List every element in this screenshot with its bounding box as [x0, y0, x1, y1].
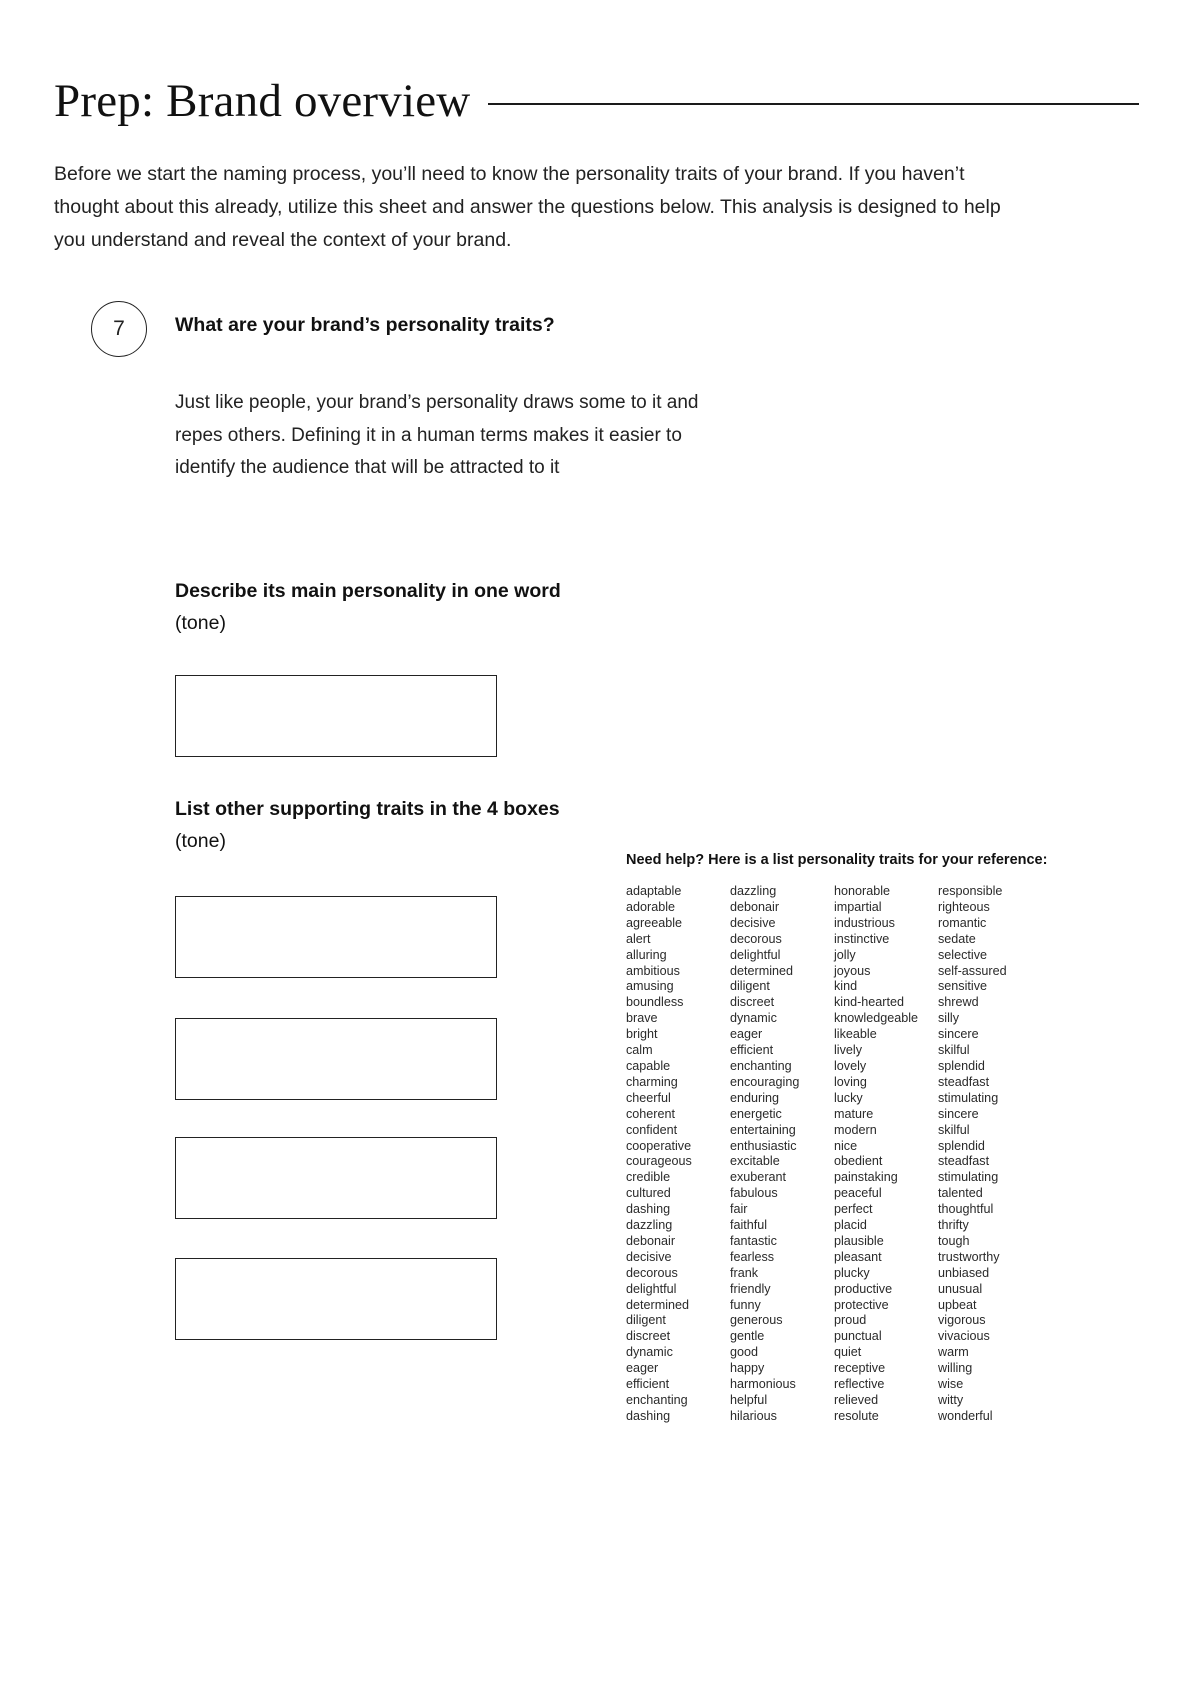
reference-column-3 [834, 884, 938, 1425]
reference-word: happy [730, 1361, 765, 1376]
reference-word: coherent [626, 1106, 676, 1121]
label-one-word-bold: Describe its main personality in one word [175, 580, 561, 602]
reference-word: nice [834, 1138, 858, 1153]
reference-word: loving [834, 1074, 867, 1089]
label-one-word-tone [175, 575, 595, 639]
reference-word: excitable [730, 1154, 780, 1169]
reference-word: stimulating [938, 1170, 999, 1185]
reference-word: brave [626, 1011, 658, 1026]
reference-word: efficient [626, 1377, 670, 1392]
reference-word: frank [730, 1265, 758, 1280]
reference-word: dashing [626, 1408, 671, 1423]
reference-word: delightful [730, 947, 781, 962]
reference-word: industrious [834, 915, 895, 930]
reference-word: resolute [834, 1408, 879, 1423]
reference-word: splendid [938, 1138, 985, 1153]
reference-word: diligent [626, 1313, 666, 1328]
reference-word: amusing [626, 979, 674, 994]
reference-word: tough [938, 1233, 970, 1248]
reference-word: unusual [938, 1281, 983, 1296]
reference-column-1 [626, 884, 730, 1425]
reference-word: confident [626, 1122, 678, 1137]
reference-word: fearless [730, 1249, 775, 1264]
reference-word: silly [938, 1011, 959, 1026]
reference-word: agreeable [626, 915, 683, 930]
reference-word: skilful [938, 1122, 970, 1137]
reference-word: painstaking [834, 1170, 898, 1185]
reference-word: lively [834, 1043, 862, 1058]
reference-word: enthusiastic [730, 1138, 797, 1153]
reference-word: hilarious [730, 1408, 777, 1423]
reference-word: decisive [730, 915, 776, 930]
reference-word: quiet [834, 1345, 862, 1360]
reference-word: fair [730, 1202, 748, 1217]
page-title: Prep: Brand overview [54, 75, 471, 127]
input-supporting-trait-4[interactable] [175, 1258, 497, 1340]
reference-word: thoughtful [938, 1202, 994, 1217]
reference-word: encouraging [730, 1074, 800, 1089]
reference-word: plausible [834, 1233, 884, 1248]
reference-word: ambitious [626, 963, 680, 978]
reference-word: fabulous [730, 1186, 778, 1201]
reference-word: skilful [938, 1043, 970, 1058]
page-header [54, 75, 1139, 127]
reference-word: punctual [834, 1329, 882, 1344]
reference-word: sedate [938, 931, 976, 946]
reference-word: steadfast [938, 1074, 990, 1089]
reference-word: friendly [730, 1281, 771, 1296]
reference-word: receptive [834, 1361, 886, 1376]
question-title: What are your brand’s personality traits? [175, 314, 555, 336]
reference-word: enchanting [626, 1393, 688, 1407]
reference-traits-panel [626, 852, 1046, 1425]
reference-word: discreet [626, 1329, 671, 1344]
reference-word: decorous [626, 1265, 678, 1280]
header-rule [488, 103, 1139, 105]
reference-word: righteous [938, 899, 990, 914]
reference-word: knowledgeable [834, 1011, 919, 1026]
reference-word: helpful [730, 1393, 768, 1407]
intro-paragraph: Before we start the naming process, you’ll need to know the personality traits of your brand. If you haven’t thought about this already, utilize this sheet and answer the questions below. This analysis is designed to help you understand and reveal the context of your brand. [54, 163, 1001, 251]
reference-word: courageous [626, 1154, 692, 1169]
reference-word: generous [730, 1313, 783, 1328]
reference-word: obedient [834, 1154, 883, 1169]
reference-word: jolly [834, 947, 856, 962]
reference-word: sensitive [938, 979, 987, 994]
reference-word: impartial [834, 899, 882, 914]
reference-word: relieved [834, 1393, 879, 1407]
reference-column-2 [730, 884, 834, 1425]
reference-word: funny [730, 1297, 761, 1312]
reference-word: decisive [626, 1249, 672, 1264]
reference-word: lucky [834, 1090, 863, 1105]
input-supporting-trait-2[interactable] [175, 1018, 497, 1100]
reference-word: decorous [730, 931, 782, 946]
reference-word: adorable [626, 899, 676, 914]
reference-word: selective [938, 947, 987, 962]
reference-word: capable [626, 1058, 671, 1073]
reference-word: unbiased [938, 1265, 990, 1280]
reference-word: mature [834, 1106, 874, 1121]
reference-word: determined [626, 1297, 690, 1312]
reference-column-4 [938, 884, 1042, 1425]
reference-word: protective [834, 1297, 889, 1312]
input-main-tone[interactable] [175, 675, 497, 757]
reference-word: dynamic [626, 1345, 673, 1360]
reference-word: talented [938, 1186, 983, 1201]
reference-word: delightful [626, 1281, 677, 1296]
reference-word: wise [938, 1377, 964, 1392]
reference-word: eager [626, 1361, 659, 1376]
reference-word: peaceful [834, 1186, 882, 1201]
question-number-badge: 7 [91, 301, 147, 357]
reference-word: kind-hearted [834, 995, 905, 1010]
reference-word: steadfast [938, 1154, 990, 1169]
reference-word: cultured [626, 1186, 671, 1201]
reference-word: alert [626, 931, 651, 946]
reference-word: romantic [938, 915, 987, 930]
reference-word: dynamic [730, 1011, 777, 1026]
reference-word: dazzling [626, 1218, 673, 1233]
reference-title: Need help? Here is a list personality traits for your reference: [626, 852, 1048, 868]
reference-word: plucky [834, 1265, 870, 1280]
reference-word: shrewd [938, 995, 979, 1010]
reference-word: thrifty [938, 1218, 969, 1233]
reference-word: faithful [730, 1218, 768, 1233]
reference-word: charming [626, 1074, 678, 1089]
reference-word: trustworthy [938, 1249, 1000, 1264]
question-body: Just like people, your brand’s personality draws some to it and repes others. Defining it in a human terms makes it easier to identify the audience that will be attracted to it [175, 392, 699, 478]
reference-word: willing [938, 1361, 973, 1376]
reference-word: upbeat [938, 1297, 977, 1312]
reference-word: joyous [834, 963, 871, 978]
reference-word: calm [626, 1043, 653, 1058]
label-one-word-light: (tone) [175, 612, 226, 634]
reference-word: boundless [626, 995, 684, 1010]
reference-word: instinctive [834, 931, 890, 946]
reference-word: dazzling [730, 884, 777, 898]
reference-word: entertaining [730, 1122, 796, 1137]
reference-word: proud [834, 1313, 867, 1328]
reference-word: modern [834, 1122, 877, 1137]
reference-word: discreet [730, 995, 775, 1010]
reference-word: stimulating [938, 1090, 999, 1105]
reference-word: lovely [834, 1058, 867, 1073]
reference-word: bright [626, 1027, 658, 1042]
reference-word: eager [730, 1027, 763, 1042]
reference-word: witty [938, 1393, 964, 1407]
label-four-boxes-light: (tone) [175, 830, 226, 852]
reference-word: gentle [730, 1329, 765, 1344]
reference-word: enchanting [730, 1058, 792, 1073]
reference-word: kind [834, 979, 858, 994]
input-supporting-trait-1[interactable] [175, 896, 497, 978]
reference-word: good [730, 1345, 759, 1360]
reference-word: perfect [834, 1202, 873, 1217]
reference-word: efficient [730, 1043, 774, 1058]
reference-word: determined [730, 963, 794, 978]
reference-word: dashing [626, 1202, 671, 1217]
reference-word: wonderful [938, 1408, 993, 1423]
reference-word: honorable [834, 884, 891, 898]
reference-word: cheerful [626, 1090, 671, 1105]
reference-word: warm [938, 1345, 969, 1360]
reference-word: debonair [730, 899, 780, 914]
reference-word: likeable [834, 1027, 877, 1042]
reference-word: fantastic [730, 1233, 777, 1248]
reference-word: splendid [938, 1058, 985, 1073]
input-supporting-trait-3[interactable] [175, 1137, 497, 1219]
reference-word: productive [834, 1281, 893, 1296]
reference-word: sincere [938, 1106, 979, 1121]
reference-word: credible [626, 1170, 671, 1185]
reference-word: vivacious [938, 1329, 990, 1344]
reference-word: enduring [730, 1090, 780, 1105]
reference-word: debonair [626, 1233, 676, 1248]
reference-word: responsible [938, 884, 1003, 898]
reference-word: energetic [730, 1106, 782, 1121]
reference-word: placid [834, 1218, 867, 1233]
reference-word: alluring [626, 947, 667, 962]
reference-word: adaptable [626, 884, 682, 898]
reference-word: pleasant [834, 1249, 882, 1264]
label-four-boxes-bold: List other supporting traits in the 4 boxes [175, 798, 560, 820]
reference-word: vigorous [938, 1313, 986, 1328]
reference-word: diligent [730, 979, 770, 994]
reference-word: sincere [938, 1027, 979, 1042]
reference-word: self-assured [938, 963, 1007, 978]
reference-word: exuberant [730, 1170, 787, 1185]
reference-word: cooperative [626, 1138, 692, 1153]
reference-word: harmonious [730, 1377, 796, 1392]
reference-word: reflective [834, 1377, 885, 1392]
reference-columns [626, 884, 1046, 1425]
label-supporting-traits [175, 793, 595, 857]
